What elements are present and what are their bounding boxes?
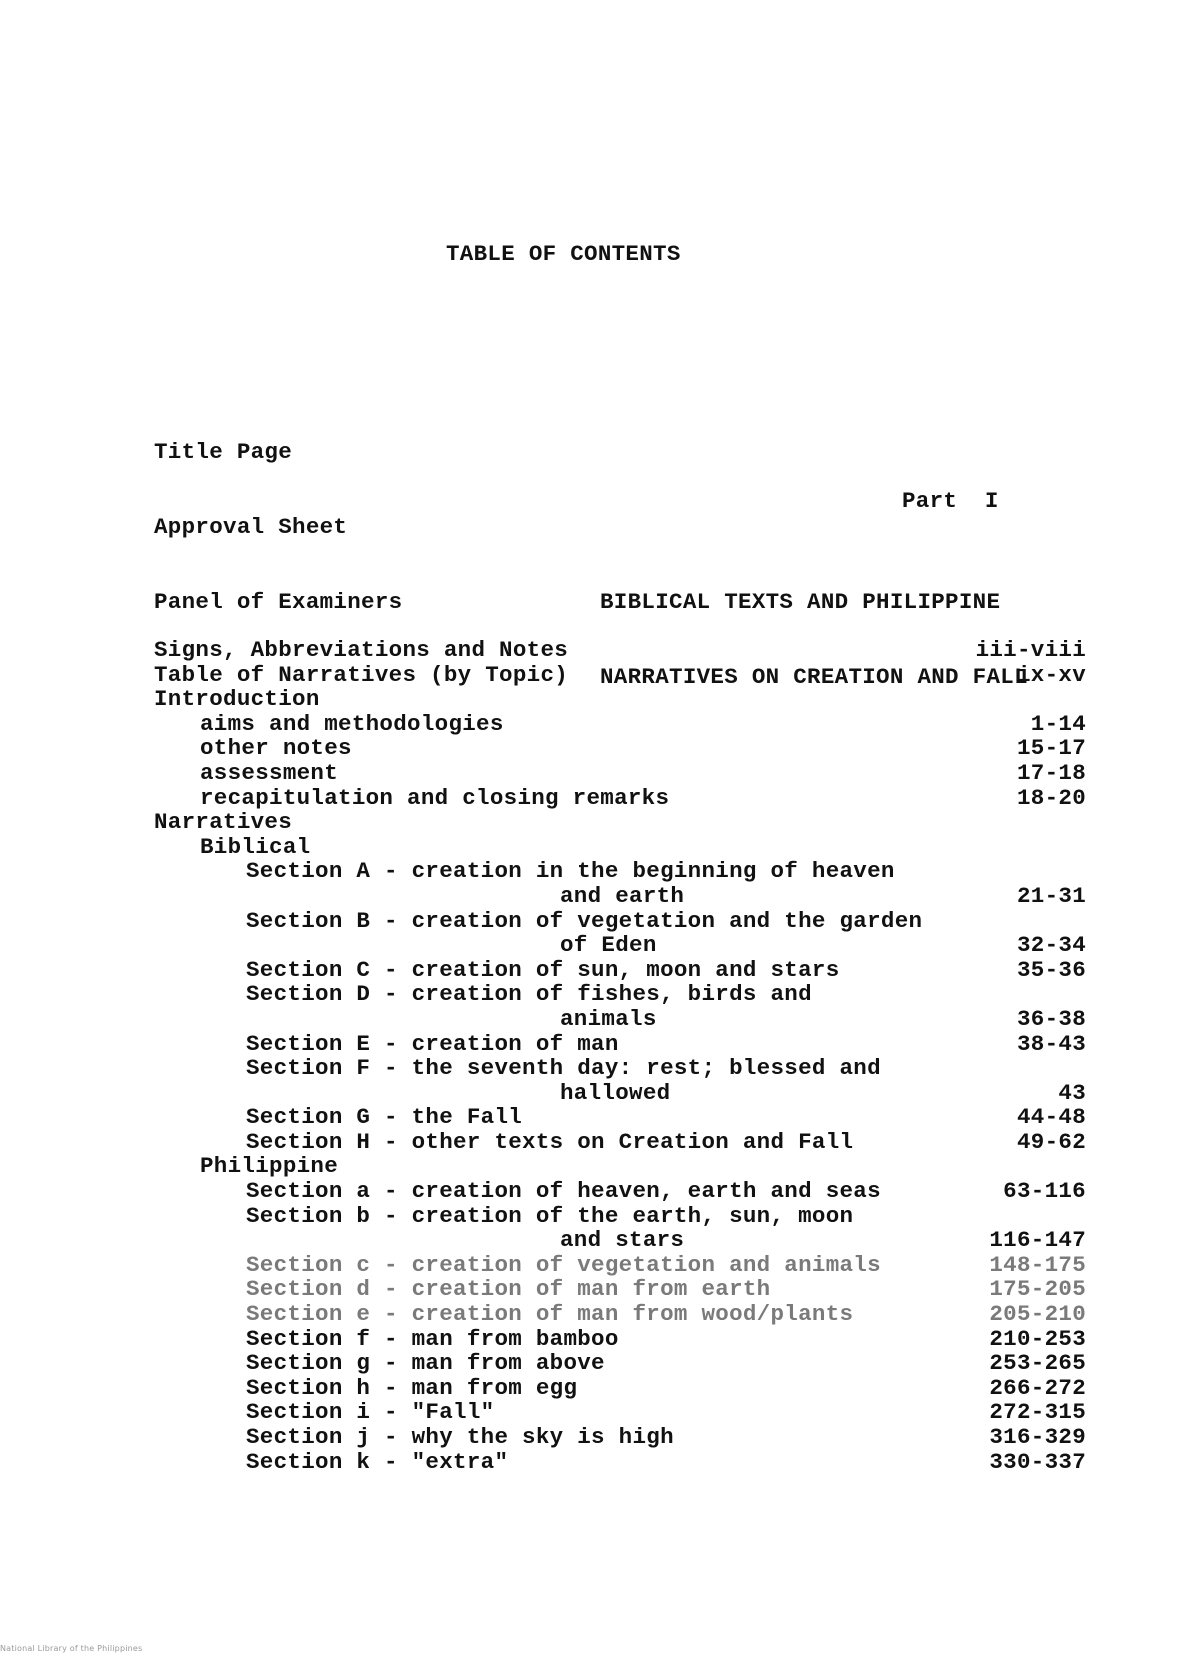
toc-entry-page: 35-36 [1016, 956, 1086, 983]
toc-entry-text: Section B - creation of vegetation and the garden [246, 907, 923, 934]
toc-entry-page: 43 [1058, 1079, 1086, 1106]
toc-entry-page: 205-210 [989, 1301, 1086, 1328]
toc-entry-text: Section e - creation of man from wood/plants [246, 1301, 854, 1328]
toc-entry-text: Section A - creation in the beginning of heaven [246, 858, 895, 885]
toc-entry-page: 253-265 [989, 1350, 1086, 1377]
toc-entry-text: Section f - man from bamboo [246, 1325, 619, 1352]
toc-entry [154, 958, 1086, 983]
toc-entry [154, 1327, 1086, 1352]
toc-entry [154, 1007, 1086, 1032]
toc-entry [154, 884, 1086, 909]
toc-entry-page: 44-48 [1016, 1104, 1086, 1131]
toc-entry-page: 316-329 [989, 1424, 1086, 1450]
toc-entry [154, 1179, 1086, 1204]
toc-entry-text: Section D - creation of fishes, birds and [246, 981, 812, 1008]
toc-entry-page: 210-253 [989, 1325, 1086, 1352]
toc-entry [154, 1105, 1086, 1130]
toc-entry [154, 1228, 1086, 1253]
toc-entry [154, 1032, 1086, 1057]
toc-entry [154, 1253, 1086, 1278]
toc-entry-page: iii-viii [975, 637, 1086, 663]
toc-entry-page: 63-116 [1003, 1178, 1086, 1205]
toc-entry [154, 1154, 1086, 1179]
toc-entry-text: and earth [560, 882, 685, 909]
toc-entry [154, 810, 1086, 835]
toc-entry-page: 17-18 [1016, 759, 1086, 786]
toc-entry-page: 175-205 [989, 1276, 1086, 1303]
toc-entry-text: Section c - creation of vegetation and animals [246, 1251, 881, 1278]
toc-entry [154, 786, 1086, 811]
toc-entry-text: Section C - creation of sun, moon and stars [246, 956, 840, 983]
toc-entry-text: hallowed [560, 1079, 671, 1106]
toc-entry-text: assessment [200, 759, 339, 786]
toc-entry [154, 982, 1086, 1007]
toc-entry [154, 1351, 1086, 1376]
toc-entry [154, 712, 1086, 737]
toc-entry-page: 38-43 [1016, 1030, 1086, 1057]
toc-entry-page: 49-62 [1016, 1128, 1086, 1155]
toc-entry-page: ix-xv [1016, 661, 1086, 688]
toc-entry-page: 18-20 [1016, 784, 1086, 811]
toc-entry [154, 909, 1086, 934]
toc-entry-text: Section h - man from egg [246, 1374, 578, 1401]
toc-entry [154, 736, 1086, 761]
toc-entry-text: recapitulation and closing remarks [200, 784, 670, 811]
toc-entry-text: Section H - other texts on Creation and Fall [246, 1128, 854, 1155]
toc-entry-text: other notes [200, 735, 352, 762]
toc-entry-text: Section F - the seventh day: rest; blessed and [246, 1055, 881, 1082]
toc-entry [154, 687, 1086, 712]
front-matter-item: Approval Sheet [154, 514, 348, 540]
toc-entries [154, 638, 1086, 1474]
toc-entry-text: aims and methodologies [200, 710, 504, 737]
toc-entry-text: Section g - man from above [246, 1350, 605, 1377]
toc-entry-text: Section j - why the sky is high [246, 1424, 674, 1450]
toc-entry [154, 1204, 1086, 1229]
toc-entry [154, 1056, 1086, 1081]
toc-entry-page: 36-38 [1016, 1005, 1086, 1032]
part-label: Part I [902, 488, 999, 514]
front-matter-item: Panel of Examiners [154, 589, 403, 615]
toc-entry [154, 1302, 1086, 1327]
toc-entry-page: 148-175 [989, 1251, 1086, 1278]
toc-entry-text: Narratives [154, 809, 293, 836]
part-heading-line: BIBLICAL TEXTS AND PHILIPPINE [600, 589, 1001, 615]
toc-entry [154, 1425, 1086, 1450]
toc-entry-text: Introduction [154, 686, 320, 713]
toc-entry-text: and stars [560, 1227, 685, 1254]
toc-entry [154, 663, 1086, 688]
toc-entry [154, 1450, 1086, 1475]
toc-entry-text: Philippine [200, 1153, 339, 1180]
toc-entry [154, 1400, 1086, 1425]
toc-entry-text: Section d - creation of man from earth [246, 1276, 771, 1303]
toc-entry-text: Table of Narratives (by Topic) [154, 661, 569, 688]
toc-entry-text: Section E - creation of man [246, 1030, 619, 1057]
toc-entry-text: Section k - "extra" [246, 1448, 509, 1475]
toc-entry-text: Section a - creation of heaven, earth and seas [246, 1178, 881, 1205]
toc-entry [154, 835, 1086, 860]
toc-entry-page: 272-315 [989, 1399, 1086, 1426]
toc-entry [154, 761, 1086, 786]
part-heading-line: NARRATIVES ON CREATION AND FALL [600, 664, 1028, 690]
toc-entry [154, 1130, 1086, 1155]
page-title: TABLE OF CONTENTS [446, 241, 681, 267]
toc-entry-page: 1-14 [1030, 710, 1086, 737]
front-matter-list [154, 390, 402, 665]
toc-entry-page: 21-31 [1016, 882, 1086, 909]
toc-entry-page: 116-147 [989, 1227, 1086, 1254]
toc-entry [154, 1081, 1086, 1106]
toc-entry-text: Section i - "Fall" [246, 1399, 495, 1426]
toc-entry-text: Section b - creation of the earth, sun, moon [246, 1202, 854, 1229]
toc-entry-page: 32-34 [1016, 932, 1086, 959]
toc-entry [154, 859, 1086, 884]
toc-entry-text: animals [560, 1005, 657, 1032]
toc-entry [154, 1376, 1086, 1401]
toc-entry [154, 638, 1086, 663]
footer-watermark: National Library of the Philippines [0, 1644, 143, 1653]
toc-entry-text: Signs, Abbreviations and Notes [154, 637, 569, 663]
toc-entry [154, 1277, 1086, 1302]
toc-entry-text: Biblical [200, 833, 311, 860]
toc-entry-page: 266-272 [989, 1374, 1086, 1401]
toc-entry-text: of Eden [560, 932, 657, 959]
toc-entry-page: 330-337 [989, 1448, 1086, 1475]
toc-entry [154, 933, 1086, 958]
front-matter-item: Title Page [154, 439, 293, 465]
toc-entry-page: 15-17 [1016, 735, 1086, 762]
toc-entry-text: Section G - the Fall [246, 1104, 523, 1131]
